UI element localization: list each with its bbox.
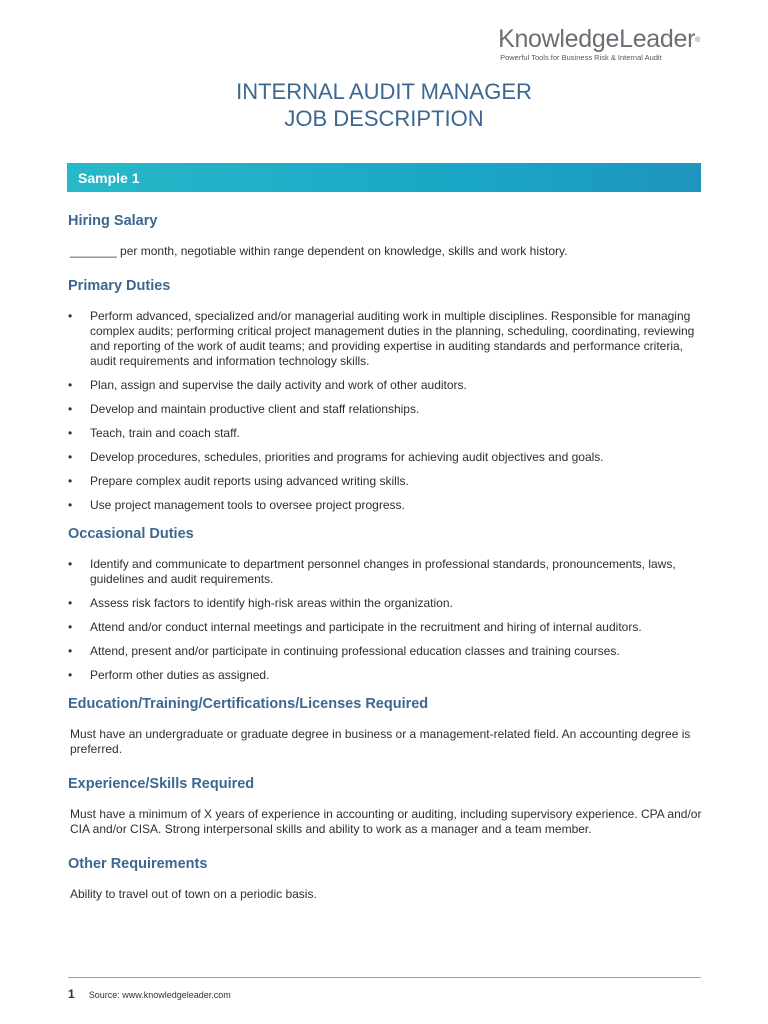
section-text: Ability to travel out of town on a periodic basis. [70,887,317,901]
list-item: • Attend and/or conduct internal meetings and participate in the recruitment and hiring of internal auditors. [68,620,702,635]
list-item: • Identify and communicate to department personnel changes in professional standards, pronouncements, laws, guidelines and audit requirements. [68,557,702,587]
logo-wordmark [498,26,700,52]
section-heading: Other Requirements [68,856,208,872]
section-text: _______ per month, negotiable within range dependent on knowledge, skills and work history. [70,244,568,258]
list-item: • Teach, train and coach staff. [68,426,702,441]
list-item: • Perform advanced, specialized and/or managerial auditing work in multiple disciplines. Responsible for managing complex audits; performing critical project management duties in the planning, scheduling, coordinating, reviewing and reporting of the work of audit teams; and providing expertise in auditing standards and performance criteria, audit requirements and information technology skills. [68,309,702,369]
section-heading: Education/Training/Certifications/Licenses Required [68,696,429,712]
knowledgeleader-logo [498,26,700,62]
list-item: • Develop procedures, schedules, priorities and programs for achieving audit objectives and goals. [68,450,702,465]
list-item: • Plan, assign and supervise the daily activity and work of other auditors. [68,378,702,393]
section-occasional-duties [68,525,702,683]
section-other-requirements [68,855,702,902]
title-line-2: JOB DESCRIPTION [284,106,484,131]
list-item: • Attend, present and/or participate in continuing professional education classes and training courses. [68,644,702,659]
section-experience [68,775,702,837]
logo-name-text: KnowledgeLeader [498,25,696,53]
document-body [68,212,702,920]
section-heading: Experience/Skills Required [68,776,255,792]
list-item: • Develop and maintain productive client and staff relationships. [68,402,702,417]
footer-source: Source: www.knowledgeleader.com [88,990,231,1000]
section-text: Must have a minimum of X years of experience in accounting or auditing, including supervisory experience. CPA and/or CIA and/or CISA. Strong interpersonal skills and ability to work as a manager and a team member. [70,807,702,836]
list-item: • Use project management tools to oversee project progress. [68,498,702,513]
sample-banner [67,163,701,192]
section-primary-duties [68,277,702,513]
title-line-1: INTERNAL AUDIT MANAGER [236,79,532,104]
logo-registered-mark: ® [695,37,700,44]
list-item: • Assess risk factors to identify high-risk areas within the organization. [68,596,702,611]
logo-tagline: Powerful Tools for Business Risk & Internal Audit [500,53,662,62]
page-footer [68,987,231,1001]
section-education [68,695,702,757]
section-heading: Primary Duties [68,278,171,294]
primary-duties-list [68,309,702,513]
section-text: Must have an undergraduate or graduate degree in business or a management-related field. An accounting degree is preferred. [70,727,691,756]
page-number: 1 [68,987,75,1001]
list-item: • Prepare complex audit reports using advanced writing skills. [68,474,702,489]
section-heading: Occasional Duties [68,526,194,542]
section-heading: Hiring Salary [68,213,158,229]
list-item: • Perform other duties as assigned. [68,668,702,683]
footer-divider [68,977,701,978]
sample-label: Sample 1 [78,169,140,186]
section-hiring-salary [68,212,702,259]
document-title [0,78,768,132]
occasional-duties-list [68,557,702,683]
